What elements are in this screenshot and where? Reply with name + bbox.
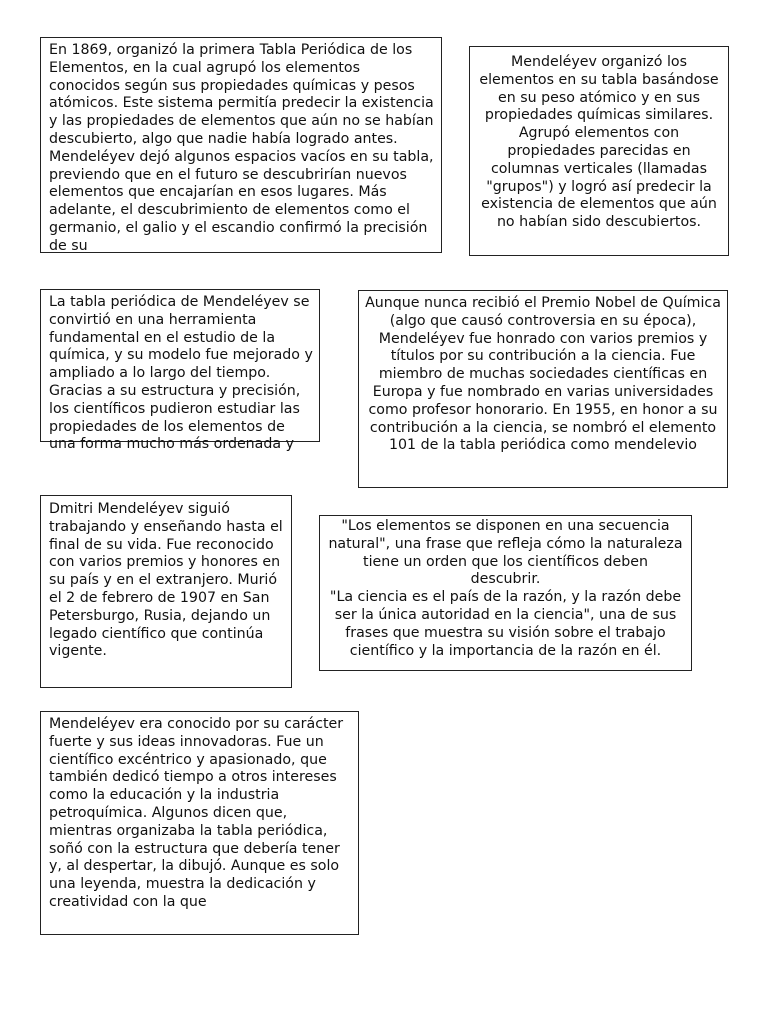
text-box-quotes [319,515,692,671]
text-later-life: Dmitri Mendeléyev siguió trabajando y enseñando hasta el final de su vida. Fue reconocido con varios premios y honores en su país y en el extranjero. Murió el 2 de febrero de 1907 en San Petersburgo, Rusia, dejando un legado científico que continúa vigente. [49,501,288,660]
text-quotes: "Los elementos se disponen en una secuencia natural", una frase que refleja cómo la naturaleza tiene un orden que los científicos deben descubrir. "La ciencia es el país de la razón, y la razón debe ser la única autoridad en la ciencia", una de sus frases que muestra su visión sobre el trabajo científico y la importancia de la razón en él. [328,518,683,659]
text-table-legacy: La tabla periódica de Mendeléyev se convirtió en una herramienta fundamental en el estudio de la química, y su modelo fue mejorado y ampliado a lo largo del tiempo. Gracias a su estructura y precisión, los científicos pudieron estudiar las propiedades de los elementos de una forma mucho más ordenada y [49,294,318,453]
text-box-character [40,711,359,935]
text-organization-method: Mendeléyev organizó los elementos en su tabla basándose en su peso atómico y en sus propiedades químicas similares. Agrupó elementos con propiedades parecidas en columnas verticales (llamadas "grupos") y logró así predecir la existencia de elementos que aún no habían sido descubiertos. [479,54,724,231]
text-box-honors [358,290,728,488]
text-box-first-periodic-table [40,37,442,253]
text-character: Mendeléyev era conocido por su carácter fuerte y sus ideas innovadoras. Fue un científico excéntrico y apasionado, que también dedicó tiempo a otros intereses como la educación y la industria petroquímica. Algunos dicen que, mientras organizaba la tabla periódica, soñó con la estructura que debería tener y, al despertar, la dibujó. Aunque es solo una leyenda, muestra la dedicación y creatividad con la que [49,716,348,910]
text-box-later-life [40,495,292,688]
text-honors: Aunque nunca recibió el Premio Nobel de Química (algo que causó controversia en su época), Mendeléyev fue honrado con varios premios y títulos por su contribución a la ciencia. Fue miembro de muchas sociedades científicas en Europa y fue nombrado en varias universidades como profesor honorario. En 1955, en honor a su contribución a la ciencia, se nombró el elemento 101 de la tabla periódica como mendelevio [365,295,726,454]
text-first-periodic-table: En 1869, organizó la primera Tabla Periódica de los Elementos, en la cual agrupó los elementos conocidos según sus propiedades químicas y pesos atómicos. Este sistema permitía predecir la existencia y las propiedades de elementos que aún no se habían descubierto, algo que nadie había logrado antes. Mendeléyev dejó algunos espacios vacíos en su tabla, previendo que en el futuro se descubrirían nuevos elementos que encajarían en esos lugares. Más adelante, el descubrimiento de elementos como el germanio, el galio y el escandio confirmó la precisión de su [49,42,439,254]
text-box-table-legacy [40,289,320,453]
text-box-organization-method [469,46,729,256]
